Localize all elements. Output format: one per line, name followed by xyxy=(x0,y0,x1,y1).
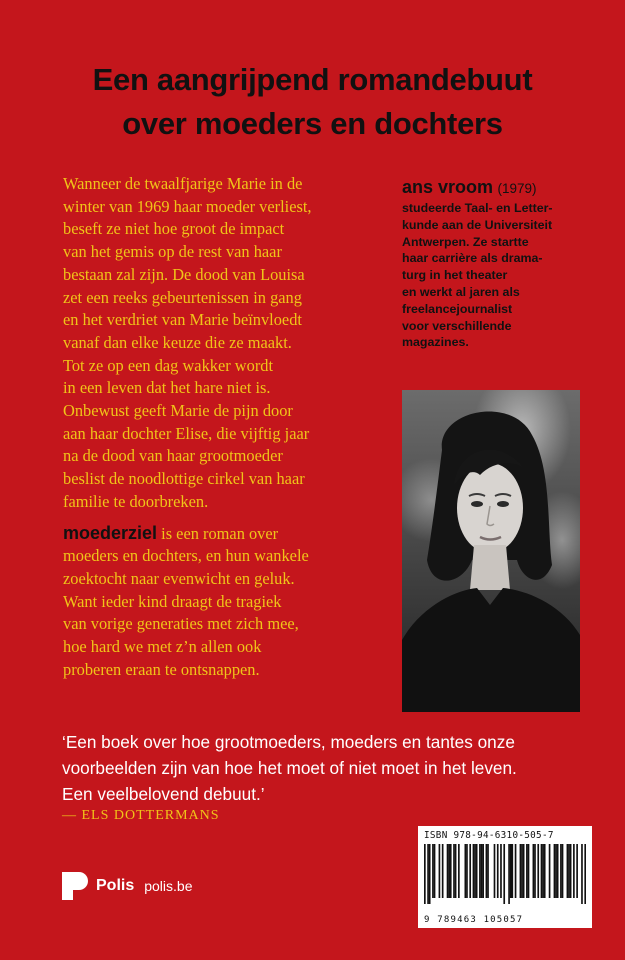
blurb-line: Want ieder kind draagt de tragiek xyxy=(63,591,282,611)
author-bio xyxy=(402,177,612,351)
barcode-bar xyxy=(515,844,517,898)
barcode-bar xyxy=(508,844,510,904)
barcode-bar xyxy=(510,844,512,898)
blurb-line: beseft ze niet hoe groot de impact xyxy=(63,219,285,239)
barcode-bar xyxy=(447,844,449,898)
headline xyxy=(0,58,625,146)
barcode-bar xyxy=(554,844,556,898)
barcode-bar xyxy=(448,844,450,898)
blurb-line: beslist de noodlottige cirkel van haar xyxy=(63,469,305,489)
barcode-bar xyxy=(450,844,452,898)
publisher-name: Polis xyxy=(96,877,135,894)
barcode-bar xyxy=(573,844,575,898)
publisher-website: polis.be xyxy=(144,878,193,894)
barcode-bar xyxy=(434,844,436,898)
blurb-line: Wanneer de twaalfjarige Marie in de xyxy=(63,174,303,193)
barcode-bar xyxy=(557,844,559,898)
barcode-bar xyxy=(562,844,564,898)
blurb-line: Tot ze op een dag wakker wordt xyxy=(63,355,274,375)
barcode-bar xyxy=(526,844,528,898)
barcode-bar xyxy=(534,844,536,898)
barcode-bar xyxy=(520,844,522,898)
barcode-bar xyxy=(555,844,557,898)
blurb-line: van vorige generaties met zich mee, xyxy=(63,614,299,634)
quote-line: voorbeelden zijn van hoe het moet of niet moet in het leven. xyxy=(62,758,517,778)
blurb-line: winter van 1969 haar moeder verliest, xyxy=(63,196,312,216)
blurb-line: zoektocht naar evenwicht en geluk. xyxy=(63,568,295,588)
headline-line-1: Een aangrijpend romandebuut xyxy=(92,62,533,97)
barcode-bar xyxy=(576,844,578,898)
author-bio-text xyxy=(402,200,612,351)
barcode-bar xyxy=(521,844,523,898)
barcode-bar xyxy=(494,844,496,898)
author-name: ans vroom xyxy=(402,177,494,197)
bio-line: turg in het theater xyxy=(402,268,508,283)
barcode-bar xyxy=(466,844,468,898)
barcode-bar xyxy=(570,844,572,898)
barcode-bar xyxy=(528,844,530,898)
barcode-bar xyxy=(442,844,444,898)
bio-line: haar carrière als drama- xyxy=(402,251,543,266)
barcode-bar xyxy=(429,844,431,904)
bio-line: kunde aan de Universiteit xyxy=(402,217,553,232)
barcode-bar xyxy=(581,844,583,904)
blurb-line: in een leven dat het hare niet is. xyxy=(63,378,271,398)
blurb-line-text: is een roman over xyxy=(157,523,279,543)
blurb-paragraph-1 xyxy=(63,173,383,514)
blurb-line xyxy=(63,522,383,546)
blurb-line: proberen eraan te ontsnappen. xyxy=(63,659,260,679)
author-birth-year: (1979) xyxy=(497,181,537,196)
bio-line: magazines. xyxy=(402,335,469,350)
blurb-line: aan haar dochter Elise, die vijftig jaar xyxy=(63,423,310,443)
barcode-bar xyxy=(497,844,499,898)
barcode-bar xyxy=(567,844,569,898)
quote-attribution: — ELS DOTTERMANS xyxy=(62,808,220,823)
polis-logo-icon xyxy=(62,872,88,900)
quote-line: ‘Een boek over hoe grootmoeders, moeders en tantes onze xyxy=(62,732,515,752)
barcode-bar xyxy=(465,844,467,898)
barcode xyxy=(418,826,592,928)
bio-line: Antwerpen. Ze startte xyxy=(402,234,529,249)
barcode-bar xyxy=(473,844,475,898)
barcode-bars xyxy=(424,841,586,905)
publisher xyxy=(62,872,193,900)
barcode-digits: 9 789463 105057 xyxy=(424,915,524,925)
barcode-bar xyxy=(479,844,481,898)
barcode-bar xyxy=(584,844,586,904)
barcode-bar xyxy=(544,844,546,898)
barcode-bar xyxy=(469,844,471,898)
blurb xyxy=(63,173,383,681)
barcode-bar xyxy=(486,844,488,898)
barcode-bar xyxy=(523,844,525,898)
author-photo xyxy=(402,390,580,712)
bio-line: studeerde Taal- en Letter- xyxy=(402,201,553,215)
barcode-bar xyxy=(533,844,535,898)
blurb-line: bestaan zal zijn. De dood van Louisa xyxy=(63,264,305,284)
barcode-bar xyxy=(549,844,551,898)
barcode-bar xyxy=(503,844,505,904)
barcode-bar xyxy=(511,844,513,898)
blurb-line: en het verdriet van Marie beïnvloedt xyxy=(63,310,302,330)
barcode-bar xyxy=(458,844,460,898)
blurb-line: zet een reeks gebeurtenissen in gang xyxy=(63,287,302,307)
author-heading xyxy=(402,177,612,198)
barcode-bar xyxy=(542,844,544,898)
barcode-bar xyxy=(453,844,455,898)
barcode-bar xyxy=(474,844,476,898)
quote-line: Een veelbelovend debuut.’ xyxy=(62,784,265,804)
barcode-bar xyxy=(432,844,434,898)
blurb-line: vanaf dan elke keuze die ze maakt. xyxy=(63,332,292,352)
review-quote xyxy=(62,729,622,807)
blurb-line: na de dood van haar grootmoeder xyxy=(63,446,283,466)
book-title: moederziel xyxy=(63,522,158,543)
blurb-line: moeders en dochters, en hun wankele xyxy=(63,546,309,566)
blurb-line: van het gemis op de rest van haar xyxy=(63,242,282,262)
bio-line: voor verschillende xyxy=(402,318,512,333)
barcode-bar xyxy=(439,844,441,898)
blurb-line: hoe hard we met z’n allen ook xyxy=(63,637,262,657)
headline-line-2: over moeders en dochters xyxy=(122,106,503,141)
barcode-bar xyxy=(537,844,539,898)
blurb-paragraph-2 xyxy=(63,522,383,682)
barcode-bar xyxy=(476,844,478,898)
barcode-bar xyxy=(560,844,562,898)
barcode-bar xyxy=(482,844,484,898)
barcode-bar xyxy=(481,844,483,898)
barcode-bar xyxy=(427,844,429,904)
barcode-bar xyxy=(424,844,426,904)
isbn-number: ISBN 978-94-6310-505-7 xyxy=(424,830,554,841)
blurb-line: familie te doorbreken. xyxy=(63,491,209,511)
blurb-line: Onbewust geeft Marie de pijn door xyxy=(63,401,293,421)
barcode-bar xyxy=(541,844,543,898)
bio-line: freelancejournalist xyxy=(402,301,513,316)
author-portrait-illustration xyxy=(402,390,580,712)
barcode-bar xyxy=(568,844,570,898)
barcode-bar xyxy=(500,844,502,898)
barcode-bar xyxy=(455,844,457,898)
barcode-bar xyxy=(487,844,489,898)
bio-line: en werkt al jaren als xyxy=(402,284,520,299)
